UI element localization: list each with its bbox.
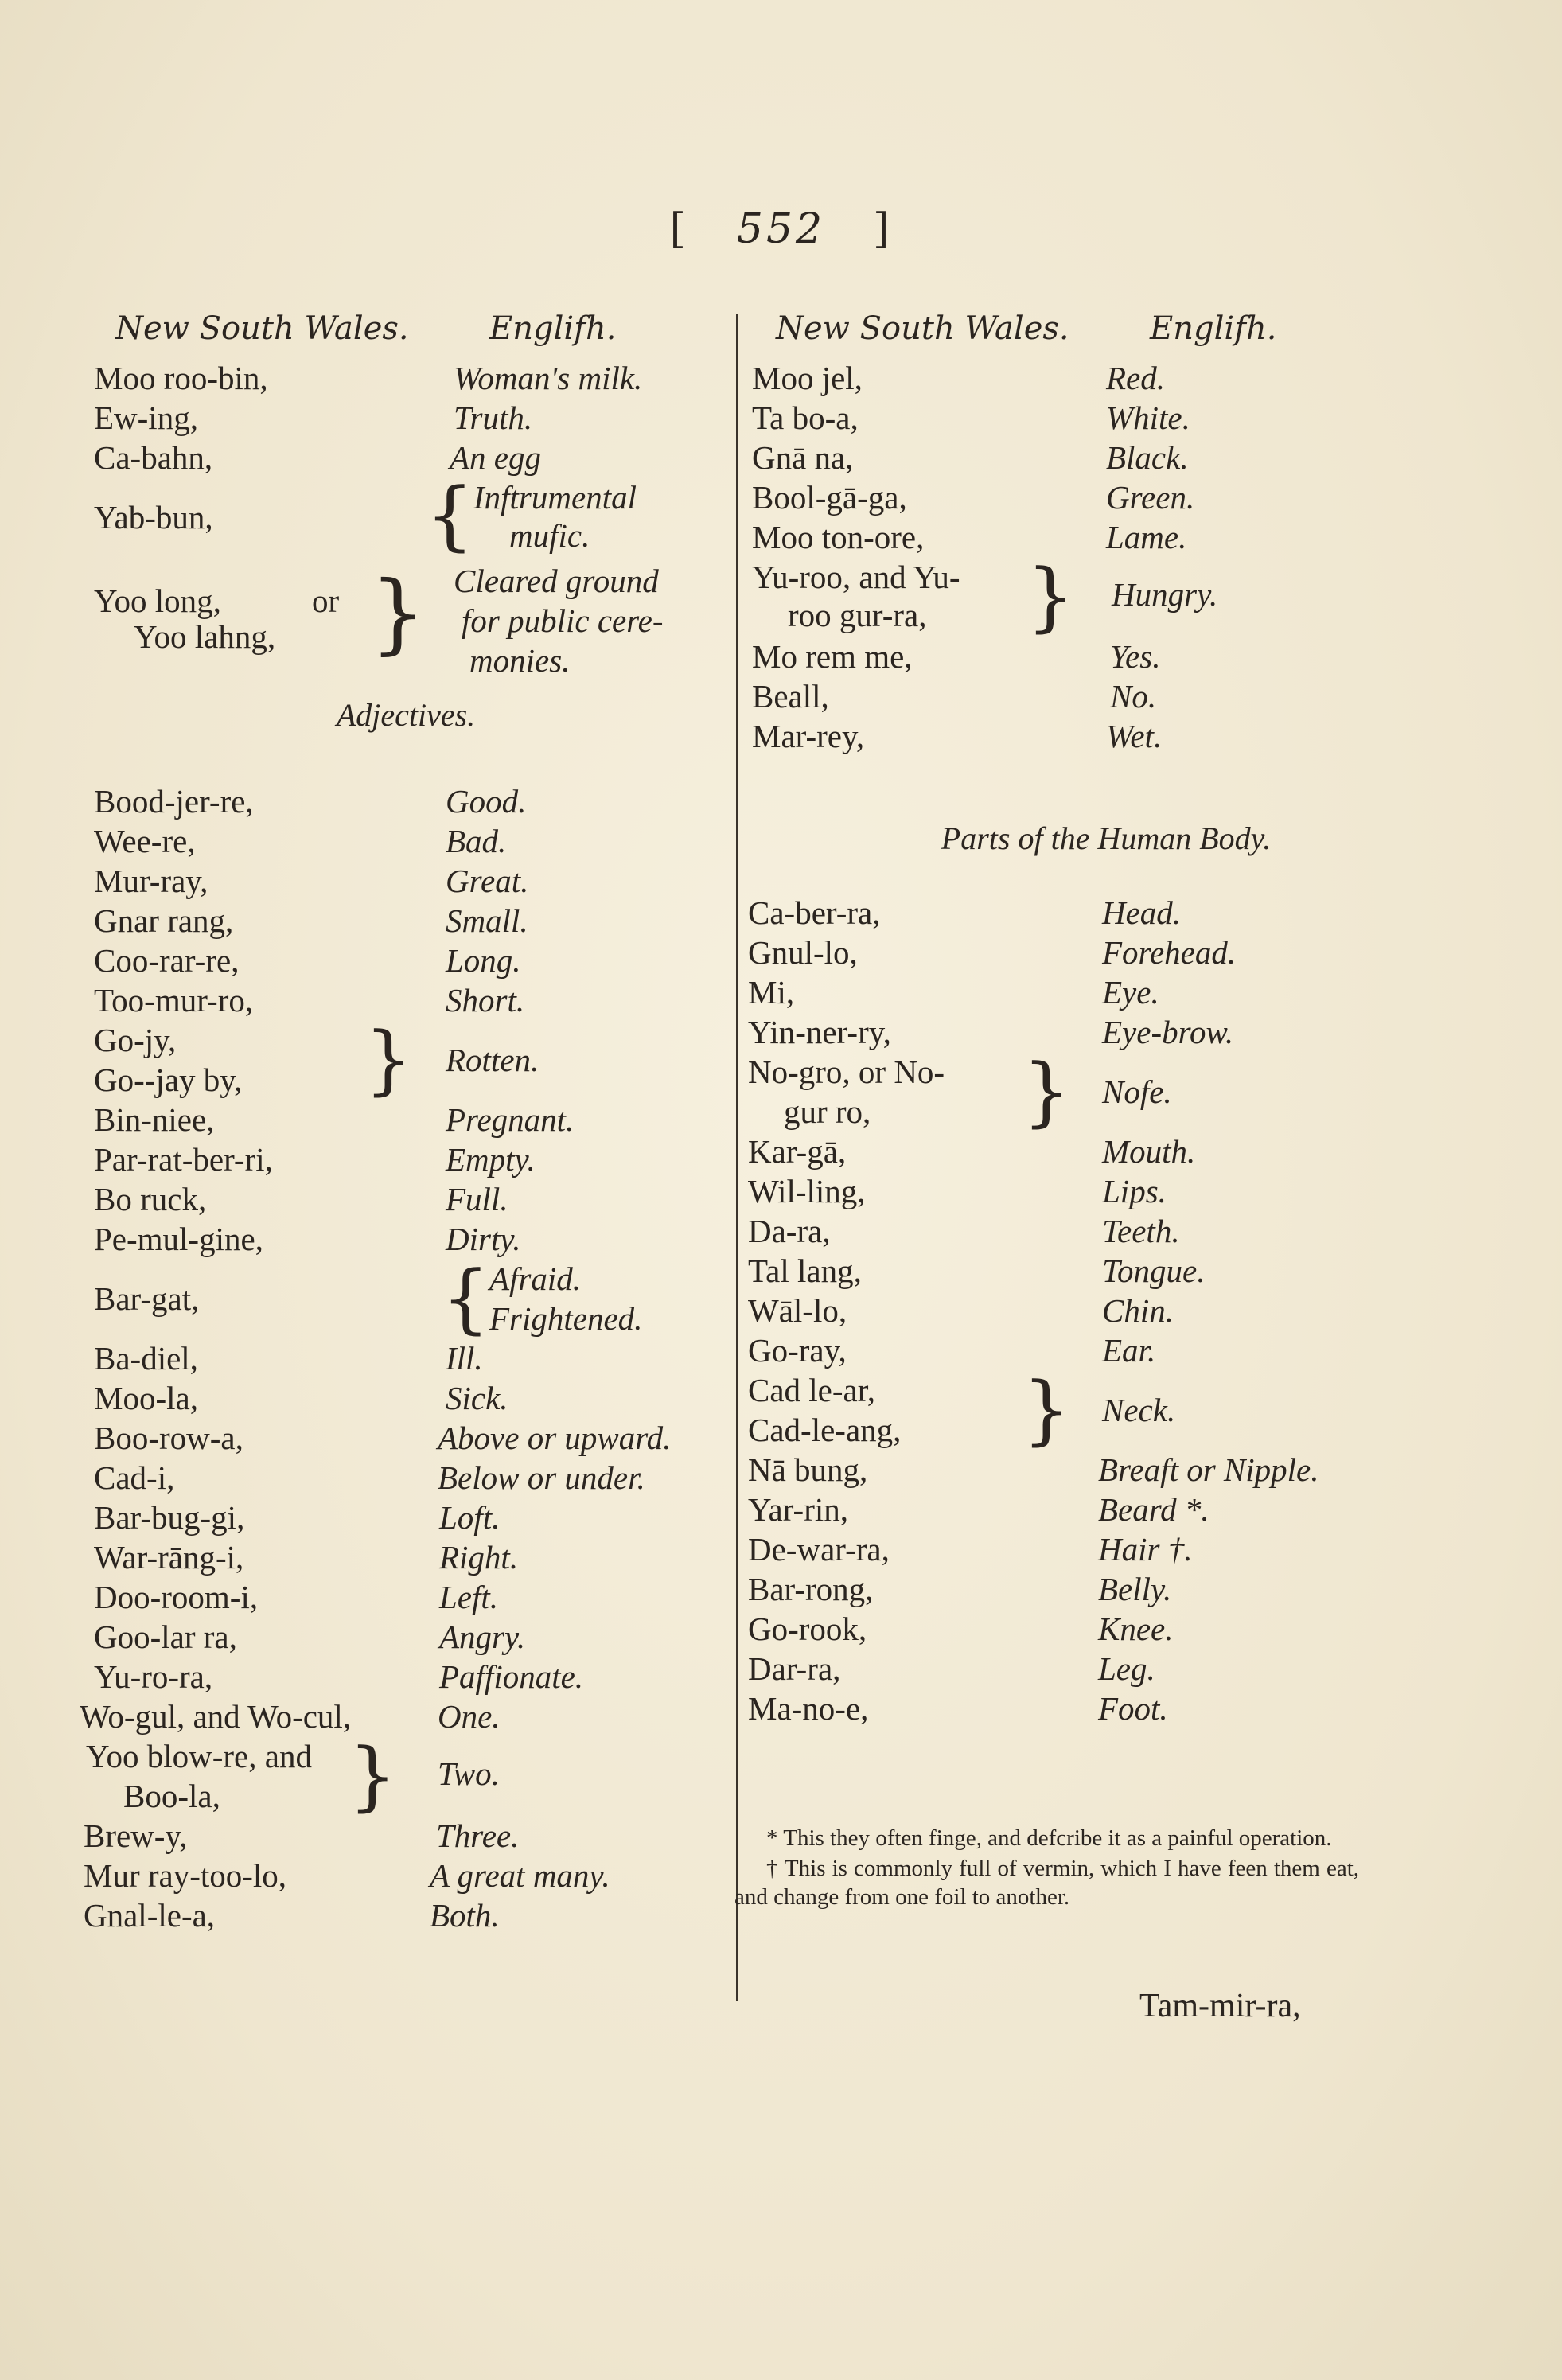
- english-term: Ill.: [446, 1340, 483, 1377]
- native-term: Mi,: [748, 974, 795, 1011]
- native-term: Doo-room-i,: [94, 1579, 259, 1615]
- header-bracket-close: ]: [873, 205, 893, 253]
- native-term: Tal lang,: [748, 1252, 862, 1289]
- english-term: An egg: [450, 439, 541, 476]
- native-term: Gnar rang,: [94, 902, 234, 939]
- adjective-entry: [80, 901, 716, 941]
- brace-glyph: {: [426, 472, 474, 559]
- page-header: [0, 205, 1562, 253]
- vocab-entry: [80, 358, 716, 398]
- native-term-line2: Yoo lahng,: [134, 618, 276, 655]
- vocab-entry: [744, 716, 1460, 756]
- native-term: Wo-gul, and Wo-cul,: [80, 1698, 352, 1735]
- catchword: Tam-mir-ra,: [1139, 1988, 1301, 2024]
- english-term: Loft.: [439, 1499, 501, 1536]
- body-part-entry: [744, 1529, 1460, 1569]
- adjective-entry: [80, 1100, 716, 1139]
- adjective-entry: [80, 1179, 716, 1219]
- native-term: Nā bung,: [748, 1451, 868, 1488]
- native-term: Beall,: [752, 678, 829, 715]
- adjective-entry: [80, 1696, 716, 1736]
- native-term: Yin-ner-ry,: [748, 1014, 891, 1050]
- brace-glyph: }: [1026, 553, 1075, 641]
- english-term: Short.: [446, 982, 525, 1019]
- english-term: Above or upward.: [438, 1420, 672, 1456]
- english-term: Good.: [446, 783, 527, 820]
- english-term: One.: [438, 1698, 501, 1735]
- vocab-entry: [744, 358, 1460, 398]
- adjective-entry: [80, 1732, 716, 1820]
- english-term: Green.: [1106, 479, 1195, 516]
- english-term: Ear.: [1102, 1332, 1156, 1369]
- english-term-line1: Afraid.: [489, 1260, 582, 1297]
- english-term: Sick.: [446, 1380, 508, 1416]
- native-term-line2: Go--jay by,: [94, 1061, 243, 1098]
- english-term-line2: mufic.: [509, 517, 590, 554]
- body-part-entry: [744, 1569, 1460, 1609]
- native-term-line1: Yu-roo, and Yu-: [752, 559, 960, 595]
- english-term: Nofe.: [1102, 1073, 1172, 1110]
- native-term: Mur-ray,: [94, 863, 208, 899]
- adjective-entry: [80, 1856, 716, 1895]
- body-part-entry: [744, 972, 1460, 1012]
- body-part-entry: [744, 1132, 1460, 1171]
- vocab-entry: [744, 637, 1460, 676]
- english-term: Eye.: [1102, 974, 1159, 1011]
- adjective-entry: [80, 781, 716, 821]
- english-term-line1: Cleared ground: [454, 563, 659, 599]
- native-term: Too-mur-ro,: [94, 982, 254, 1019]
- native-term: Cad-i,: [94, 1459, 175, 1496]
- native-term: Ba-diel,: [94, 1340, 198, 1377]
- vocab-entry: [744, 553, 1460, 641]
- adjective-entry: [80, 1537, 716, 1577]
- right-column-headings: [744, 310, 1460, 358]
- native-term: De-war-ra,: [748, 1531, 890, 1568]
- brace-glyph: }: [370, 562, 426, 664]
- body-part-entry: [744, 1450, 1460, 1490]
- body-part-entry: [744, 1609, 1460, 1649]
- adjective-entry: [80, 1577, 716, 1617]
- right-column: [744, 310, 1460, 1728]
- english-term: Lips.: [1102, 1173, 1167, 1209]
- body-part-entry: [744, 1490, 1460, 1529]
- native-term: Go-rook,: [748, 1611, 867, 1647]
- native-term: Moo jel,: [752, 360, 863, 396]
- english-term: Truth.: [454, 399, 533, 436]
- adjective-entry: [80, 980, 716, 1020]
- vocab-entry: [80, 398, 716, 438]
- native-term: Bar-bug-gi,: [94, 1499, 245, 1536]
- native-term-line1: No-gro, or No-: [748, 1054, 945, 1090]
- right-heading-native: New South Wales.: [776, 310, 1069, 347]
- english-term: White.: [1106, 399, 1190, 436]
- native-term-line1: Cad le-ar,: [748, 1372, 875, 1408]
- native-term: Ca-ber-ra,: [748, 894, 881, 931]
- native-term-line1: Yoo blow-re, and: [86, 1738, 312, 1774]
- brace-glyph: }: [349, 1732, 397, 1820]
- body-part-entry: [744, 1251, 1460, 1291]
- native-term: Bar-rong,: [748, 1571, 874, 1607]
- native-term: Moo ton-ore,: [752, 519, 925, 555]
- english-term: Bad.: [446, 823, 507, 859]
- native-term-line2: Cad-le-ang,: [748, 1412, 902, 1448]
- native-term: Go-ray,: [748, 1332, 847, 1369]
- native-term: Yar-rin,: [748, 1491, 848, 1528]
- adjective-entry: [80, 1219, 716, 1259]
- english-term: Left.: [439, 1579, 499, 1615]
- native-term: Pe-mul-gine,: [94, 1221, 263, 1257]
- native-term: Coo-rar-re,: [94, 942, 240, 979]
- english-term: Both.: [430, 1897, 500, 1934]
- body-part-entry: [744, 1689, 1460, 1728]
- adjective-entry: [80, 1255, 716, 1342]
- body-part-entry: [744, 1171, 1460, 1211]
- column-divider: [736, 314, 738, 2001]
- native-term: Bool-gā-ga,: [752, 479, 907, 516]
- right-heading-english: Englifh.: [1150, 310, 1277, 347]
- english-term-line2: for public cere-: [462, 602, 664, 639]
- adjective-entry: [80, 1016, 716, 1104]
- native-term: Mur ray-too-lo,: [84, 1857, 287, 1894]
- english-term: Great.: [446, 863, 529, 899]
- english-term: Full.: [446, 1181, 508, 1217]
- adjective-entry: [80, 861, 716, 901]
- vocab-entry: [80, 561, 716, 688]
- adjective-entry: [80, 1816, 716, 1856]
- english-term: Dirty.: [446, 1221, 521, 1257]
- native-term-line2: gur ro,: [784, 1093, 871, 1130]
- adjective-entry: [80, 941, 716, 980]
- english-term: Foot.: [1098, 1690, 1168, 1727]
- section-title-adjectives: Adjectives.: [336, 697, 476, 733]
- footnote: * This they often finge, and defcribe it as a painful operation.: [766, 1825, 1332, 1851]
- english-term-line2: Frightened.: [489, 1300, 643, 1337]
- native-term: Yu-ro-ra,: [94, 1658, 213, 1695]
- english-term: Yes.: [1110, 638, 1161, 675]
- english-term: Below or under.: [438, 1459, 645, 1496]
- adjective-entry: [80, 1498, 716, 1537]
- native-term: Wil-ling,: [748, 1173, 866, 1209]
- english-term: Angry.: [439, 1618, 526, 1655]
- native-term: Goo-lar ra,: [94, 1618, 237, 1655]
- native-term: Gnal-le-a,: [84, 1897, 216, 1934]
- native-term: Bo ruck,: [94, 1181, 207, 1217]
- english-term-line3: monies.: [469, 642, 571, 679]
- page-number: 552: [736, 205, 826, 253]
- body-part-entry: [744, 1649, 1460, 1689]
- body-part-entry: [744, 893, 1460, 933]
- native-term: Bood-jer-re,: [94, 783, 254, 820]
- english-term: Lame.: [1106, 519, 1187, 555]
- english-term: Three.: [436, 1817, 520, 1854]
- body-part-entry: [744, 1211, 1460, 1251]
- native-term: Da-ra,: [748, 1213, 831, 1249]
- english-term: Two.: [438, 1755, 500, 1792]
- brace-glyph: }: [364, 1016, 413, 1104]
- native-term: Moo-la,: [94, 1380, 198, 1416]
- left-heading-native: New South Wales.: [115, 310, 409, 347]
- english-term: Rotten.: [446, 1042, 539, 1078]
- native-term: Ca-bahn,: [94, 439, 213, 476]
- adjective-entry: [80, 1338, 716, 1378]
- english-term: Eye-brow.: [1102, 1014, 1234, 1050]
- vocab-entry: [744, 398, 1460, 438]
- english-term: Belly.: [1098, 1571, 1172, 1607]
- left-heading-english: Englifh.: [489, 310, 617, 347]
- native-term: Mo rem me,: [752, 638, 913, 675]
- english-term: Right.: [439, 1539, 519, 1576]
- english-term: Hungry.: [1112, 576, 1218, 613]
- native-term: Boo-row-a,: [94, 1420, 243, 1456]
- brace-glyph: }: [1023, 1366, 1071, 1454]
- native-term-line1: Yoo long,: [94, 582, 221, 619]
- vocab-entry: [744, 438, 1460, 477]
- english-term: Leg.: [1098, 1650, 1155, 1687]
- left-column: [80, 310, 716, 1935]
- native-term: Gnā na,: [752, 439, 854, 476]
- native-term: Bin-niee,: [94, 1101, 215, 1138]
- native-term: Ta bo-a,: [752, 399, 859, 436]
- body-part-entry: [744, 1291, 1460, 1330]
- native-term: Gnul-lo,: [748, 934, 858, 971]
- native-term-line1: Go-jy,: [94, 1022, 177, 1058]
- english-term: Head.: [1102, 894, 1182, 931]
- english-term: Beard *.: [1098, 1491, 1209, 1528]
- vocab-entry: [744, 517, 1460, 557]
- adjective-entry: [80, 1458, 716, 1498]
- adjective-entry: [80, 1378, 716, 1418]
- adjective-entry: [80, 1139, 716, 1179]
- english-term: Mouth.: [1102, 1133, 1196, 1170]
- native-term: Kar-gā,: [748, 1133, 847, 1170]
- or-word: or: [312, 582, 340, 619]
- section-title-body-parts: Parts of the Human Body.: [941, 820, 1272, 856]
- vocab-entry: [744, 676, 1460, 716]
- english-term: Small.: [446, 902, 528, 939]
- adjective-entry: [80, 1418, 716, 1458]
- header-bracket-open: [: [669, 205, 689, 253]
- native-term-line2: roo gur-ra,: [788, 597, 927, 633]
- english-term: Chin.: [1102, 1292, 1174, 1329]
- native-term: Par-rat-ber-ri,: [94, 1141, 273, 1178]
- english-term: Hair †.: [1098, 1531, 1193, 1568]
- adjective-entry: [80, 1657, 716, 1696]
- english-term: Forehead.: [1102, 934, 1237, 971]
- vocab-entry: [744, 477, 1460, 517]
- brace-glyph: }: [1023, 1048, 1071, 1135]
- vocab-entry: [80, 438, 716, 477]
- native-term-line2: Boo-la,: [123, 1778, 220, 1814]
- left-column-headings: [80, 310, 716, 358]
- body-part-entry: [744, 1012, 1460, 1052]
- native-term: War-rāng-i,: [94, 1539, 244, 1576]
- english-term: No.: [1110, 678, 1157, 715]
- english-term: Red.: [1106, 360, 1165, 396]
- native-term: Moo roo-bin,: [94, 360, 268, 396]
- english-term: Neck.: [1102, 1392, 1176, 1428]
- english-term: Empty.: [446, 1141, 536, 1178]
- brace-glyph: {: [442, 1255, 490, 1342]
- adjective-entry: [80, 1895, 716, 1935]
- vocab-entry: [80, 472, 716, 561]
- english-term: Wet.: [1106, 718, 1163, 754]
- adjective-entry: [80, 1617, 716, 1657]
- body-part-entry: [744, 1330, 1460, 1370]
- adjective-entry: [80, 821, 716, 861]
- english-term: Teeth.: [1102, 1213, 1180, 1249]
- native-term: Ew-ing,: [94, 399, 198, 436]
- native-term: Mar-rey,: [752, 718, 865, 754]
- footnotes: [734, 1824, 1359, 1913]
- body-part-entry: [744, 933, 1460, 972]
- footnote: † This is commonly full of vermin, which I have feen them eat, and change from one foil to another.: [734, 1856, 1359, 1910]
- english-term: Long.: [446, 942, 521, 979]
- english-term: Tongue.: [1102, 1252, 1206, 1289]
- native-term: Ma-no-e,: [748, 1690, 869, 1727]
- english-term: Knee.: [1098, 1611, 1174, 1647]
- native-term: Wāl-lo,: [748, 1292, 847, 1329]
- english-term: Black.: [1106, 439, 1189, 476]
- english-term: Paffionate.: [439, 1658, 584, 1695]
- english-term: A great many.: [430, 1857, 610, 1894]
- english-term: Breaft or Nipple.: [1098, 1451, 1319, 1488]
- native-term: Bar-gat,: [94, 1280, 200, 1317]
- english-term: Woman's milk.: [454, 360, 643, 396]
- native-term: Yab-bun,: [94, 499, 213, 536]
- native-term: Dar-ra,: [748, 1650, 841, 1687]
- body-part-entry: [744, 1366, 1460, 1454]
- english-term-line1: Inftrumental: [473, 479, 637, 516]
- body-part-entry: [744, 1048, 1460, 1135]
- english-term: Pregnant.: [446, 1101, 575, 1138]
- native-term: Brew-y,: [84, 1817, 188, 1854]
- native-term: Wee-re,: [94, 823, 196, 859]
